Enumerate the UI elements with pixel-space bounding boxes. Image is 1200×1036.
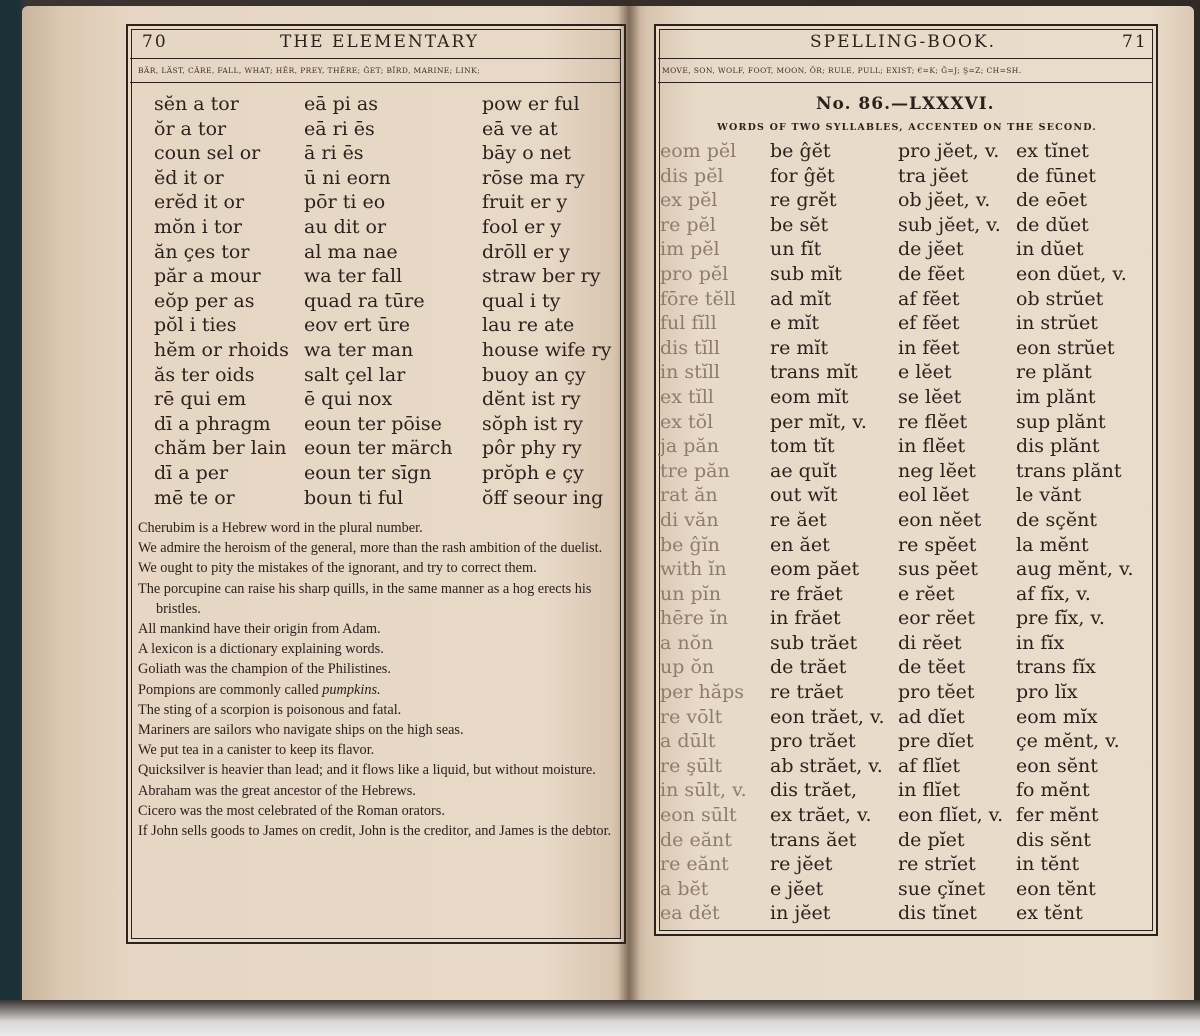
word-entry: be ĝĕt [770,140,831,162]
left-word-column-1 [154,92,289,510]
word-entry: re eănt [660,853,729,876]
word-entry: de eōet [1016,189,1088,212]
left-page [22,6,628,1006]
word-entry: in frăet [770,607,841,630]
word-entry: with ĭn [660,558,727,581]
left-head-rule-top [130,58,620,59]
right-page [628,6,1194,1006]
word-entry: ob jĕet, v. [898,189,991,212]
sentence: Pompions are commonly called pumpkins. [138,681,381,698]
word-entry: straw ber ry [482,265,601,288]
word-entry: se lĕet [898,385,962,408]
word-entry: eon strŭet [1016,336,1115,359]
word-entry: re strĭet [898,853,976,876]
word-entry: de tĕet [898,656,966,679]
word-entry: dis sĕnt [1016,828,1091,851]
word-entry: sue çĭnet [898,877,986,900]
word-entry: re frăet [770,582,843,605]
word-entry: ăn çes tor [154,240,250,263]
right-word-column-2 [770,139,884,926]
word-entry: rē qui em [154,388,247,411]
word-entry: pro jĕet, v. [898,140,1000,162]
left-running-head: THE ELEMENTARY [280,32,479,52]
word-entry: de sçĕnt [1016,508,1097,531]
word-entry: un pĭn [660,582,721,605]
word-entry: up ŏn [660,656,715,679]
word-entry: di văn [660,508,719,531]
word-entry: trans mĭt [770,361,858,384]
word-entry: erĕd it or [154,191,245,214]
word-entry: de dŭet [1016,213,1089,236]
word-entry: ad dĭet [898,705,965,728]
word-entry: eon sūlt [660,804,737,827]
word-entry: aug mĕnt, v. [1016,558,1134,581]
word-entry: ex tĭll [660,385,714,408]
word-entry: de fĕet [898,262,965,285]
word-entry: eom mĭx [1016,705,1098,728]
sentence: Cicero was the most celebrated of the Roman orators. [138,802,445,819]
word-entry: re spĕet [898,533,977,556]
italic-word: pumpkins. [322,681,381,698]
word-entry: eoun ter märch [304,437,453,460]
word-entry: ŏr a tor [154,117,227,140]
word-entry: sub trăet [770,631,858,654]
word-entry: per hăps [660,681,745,704]
word-entry: eon trăet, v. [770,705,885,728]
sentence: The porcupine can raise his sharp quills, in the same manner as a hog erects his bristles. [138,580,592,617]
word-entry: sĕn a tor [154,93,239,115]
lesson-title: No. 86.—LXXXVI. [816,94,995,114]
word-entry: ex trăet, v. [770,804,872,827]
word-entry: pro lĭx [1016,681,1078,704]
sentence: We admire the heroism of the general, more than the rash ambition of the duelist. [138,540,603,557]
word-entry: eom mĭt [770,385,849,408]
word-entry: salt çel lar [304,363,406,386]
word-entry: be ĝĭn [660,533,720,556]
right-word-column-4 [1016,139,1134,926]
word-entry: e rĕet [898,582,955,605]
word-entry: in fĕet [898,336,960,359]
word-entry: tom tĭt [770,435,835,458]
word-entry: eol lĕet [898,484,969,507]
word-entry: in stĭll [660,361,720,384]
word-entry: pro pĕl [660,262,729,285]
word-entry: sus pĕet [898,558,979,581]
word-entry: hēre ĭn [660,607,729,630]
right-page-number: 71 [1122,32,1148,52]
word-entry: pŏl i ties [154,314,237,337]
word-entry: ex tŏl [660,410,714,433]
word-entry: le vănt [1016,484,1082,507]
word-entry: ful fĭll [660,312,717,335]
word-entry: de pĭet [898,828,965,851]
word-entry: eoun ter pōise [304,412,442,435]
word-entry: dĕnt ist ry [482,388,581,411]
word-entry: re trăet [770,681,844,704]
left-pronunciation-key: BÄR, LÄST, CÂRE, FALL, WHAT; HÊR, PREY, THÊRE; ĜET; BÎRD, MARINE; LINK; [138,66,481,75]
word-entry: fruit er y [482,191,568,214]
word-entry: trans fĭx [1016,656,1096,679]
word-entry: in jĕet [770,902,831,925]
word-entry: eā ri ēs [304,117,375,140]
word-entry: e lĕet [898,361,952,384]
word-entry: sub jĕet, v. [898,213,1001,236]
word-entry: sup plănt [1016,410,1106,433]
word-entry: rat ăn [660,484,718,507]
word-entry: ea dĕt [660,902,720,925]
word-entry: pro tĕet [898,681,975,704]
sentence: A lexicon is a dictionary explaining words. [138,641,384,658]
word-entry: ex pĕl [660,189,718,212]
word-entry: wa ter fall [304,265,403,288]
word-entry: buoy an çy [482,363,586,386]
word-entry: sub mĭt [770,262,842,285]
word-entry: dī a phragm [154,412,271,435]
word-entry: de trăet [770,656,847,679]
word-entry: eā ve at [482,117,558,140]
word-entry: drōll er y [482,240,570,263]
word-entry: coun sel or [154,142,261,165]
word-entry: de jĕet [898,238,964,261]
word-entry: dis tĭll [660,336,720,359]
sentence: Mariners are sailors who navigate ships on the high seas. [138,722,464,739]
word-entry: pow er ful [482,93,580,115]
word-entry: per mĭt, v. [770,410,867,433]
page-edge-shadow [0,1000,1200,1036]
word-entry: eom păet [770,558,860,581]
word-entry: pre fĭx, v. [1016,607,1105,630]
word-entry: pre dĭet [898,730,974,753]
sentence: If John sells goods to James on credit, John is the creditor, and James is the debtor. [138,823,612,840]
word-entry: en ăet [770,533,830,556]
word-entry: im pĕl [660,238,720,261]
word-entry: eoun ter sīgn [304,461,432,484]
word-entry: fool er y [482,215,562,238]
word-entry: re grĕt [770,189,837,212]
left-word-column-2 [304,92,453,510]
word-entry: in strŭet [1016,312,1098,335]
right-running-head: SPELLING-BOOK. [810,32,997,52]
word-entry: trans ăet [770,828,857,851]
word-entry: lau re ate [482,314,575,337]
sentence: Abraham was the great ancestor of the Hebrews. [138,782,416,799]
word-entry: in dŭet [1016,238,1084,261]
word-entry: boun ti ful [304,486,404,509]
word-entry: fōre tĕll [660,287,736,310]
word-entry: dis pĕl [660,164,724,187]
word-entry: in sūlt, v. [660,779,747,802]
word-entry: ef fĕet [898,312,960,335]
word-entry: ĕd it or [154,166,224,189]
word-entry: dī a per [154,461,229,484]
word-entry: af fĕet [898,287,960,310]
word-entry: ae quĭt [770,459,837,482]
word-entry: ab străet, v. [770,754,883,777]
word-entry: al ma nae [304,240,398,263]
word-entry: re flĕet [898,410,968,433]
right-head-rule-top [658,58,1152,59]
word-entry: hĕm or rhoids [154,338,289,361]
word-entry: ob strŭet [1016,287,1104,310]
word-entry: fer mĕnt [1016,804,1099,827]
sentence: The sting of a scorpion is poisonous and fatal. [138,701,402,718]
word-entry: un fĭt [770,238,822,261]
sentence: Goliath was the champion of the Philistines. [138,661,391,678]
right-pronunciation-key: MOVE, SON, WOLF, FOOT, MOON, ÔR; RULE, PULL; EXIST; €=K; Ĝ=J; Ş=Z; CH=SH. [662,66,1022,75]
word-entry: la mĕnt [1016,533,1089,556]
word-entry: out wĭt [770,484,838,507]
word-entry: fo mĕnt [1016,779,1090,802]
word-entry: eon nĕet [898,508,982,531]
word-entry: eon tĕnt [1016,877,1096,900]
word-entry: eon sĕnt [1016,754,1098,777]
word-entry: ad mĭt [770,287,832,310]
word-entry: dis tĭnet [898,902,977,925]
word-entry: in fĭx [1016,631,1065,654]
word-entry: eom pĕl [660,140,737,162]
word-entry: sŏph ist ry [482,412,583,435]
word-entry: house wife ry [482,338,612,361]
word-entry: pro trăet [770,730,856,753]
word-entry: de eănt [660,828,732,851]
word-entry: re vōlt [660,705,723,728]
sentence: Cherubim is a Hebrew word in the plural number. [138,520,423,536]
word-entry: prŏph e çy [482,461,584,484]
left-head-rule-bottom [130,82,620,83]
book-gutter [618,0,640,1010]
right-word-column-1 [660,139,747,926]
word-entry: di rĕet [898,631,962,654]
word-entry: af fĭx, v. [1016,582,1091,605]
word-entry: au dit or [304,215,387,238]
right-head-rule-bottom [658,82,1152,83]
word-entry: ex tĕnt [1016,902,1083,925]
word-entry: eov ert ūre [304,314,411,337]
word-entry: be sĕt [770,213,829,236]
word-entry: a nŏn [660,631,714,654]
word-entry: a bĕt [660,877,709,900]
word-entry: ja păn [660,435,719,458]
word-entry: in flĕet [898,435,966,458]
word-entry: qual i ty [482,289,561,312]
word-entry: ăs ter oids [154,363,255,386]
word-entry: ē qui nox [304,388,393,411]
word-entry: eon flĭet, v. [898,804,1004,827]
word-entry: pôr phy ry [482,437,582,460]
word-entry: in tĕnt [1016,853,1080,876]
word-entry: eor rĕet [898,607,976,630]
word-entry: a dūlt [660,730,716,753]
word-entry: mŏn i tor [154,215,243,238]
word-entry: de fūnet [1016,164,1096,187]
sentence: We put tea in a canister to keep its flavor. [138,742,375,759]
word-entry: mē te or [154,486,235,509]
word-entry: re pĕl [660,213,716,236]
word-entry: e mĭt [770,312,820,335]
word-entry: çe mĕnt, v. [1016,730,1120,753]
word-entry: quad ra tūre [304,289,425,312]
word-entry: tra jĕet [898,164,969,187]
word-entry: re ăet [770,508,827,531]
word-entry: re jĕet [770,853,833,876]
word-entry: ŏff seour ing [482,486,604,509]
word-entry: pōr ti eo [304,191,386,214]
word-entry: e jĕet [770,877,824,900]
left-reading-sentences [138,518,622,841]
word-entry: eā pi as [304,93,378,115]
word-entry: ū ni eorn [304,166,391,189]
word-entry: im plănt [1016,385,1096,408]
sentence: All mankind have their origin from Adam. [138,621,381,638]
word-entry: ā ri ēs [304,142,364,165]
word-entry: neg lĕet [898,459,976,482]
word-entry: păr a mour [154,265,261,288]
word-entry: re plănt [1016,361,1092,384]
lesson-subtitle: WORDS OF TWO SYLLABLES, ACCENTED ON THE SECOND. [717,122,1097,133]
word-entry: eŏp per as [154,289,255,312]
word-entry: dis trăet, [770,779,857,802]
left-page-number: 70 [142,32,168,52]
word-entry: af flĭet [898,754,961,777]
word-entry: in flĭet [898,779,960,802]
word-entry: re şūlt [660,754,723,777]
word-entry: for ĝĕt [770,164,835,187]
sentence: Quicksilver is heavier than lead; and it flows like a liquid, but without moisture. [138,762,596,779]
word-entry: trans plănt [1016,459,1122,482]
word-entry: ex tĭnet [1016,140,1089,162]
word-entry: eon dŭet, v. [1016,262,1127,285]
word-entry: dis plănt [1016,435,1100,458]
right-word-column-3 [898,139,1003,926]
word-entry: wa ter man [304,338,414,361]
sentence: We ought to pity the mistakes of the ignorant, and try to correct them. [138,560,537,577]
word-entry: tre păn [660,459,730,482]
left-word-column-3 [482,92,611,510]
word-entry: chăm ber lain [154,437,287,460]
word-entry: re mĭt [770,336,829,359]
word-entry: rōse ma ry [482,166,585,189]
word-entry: bāy o net [482,142,571,165]
